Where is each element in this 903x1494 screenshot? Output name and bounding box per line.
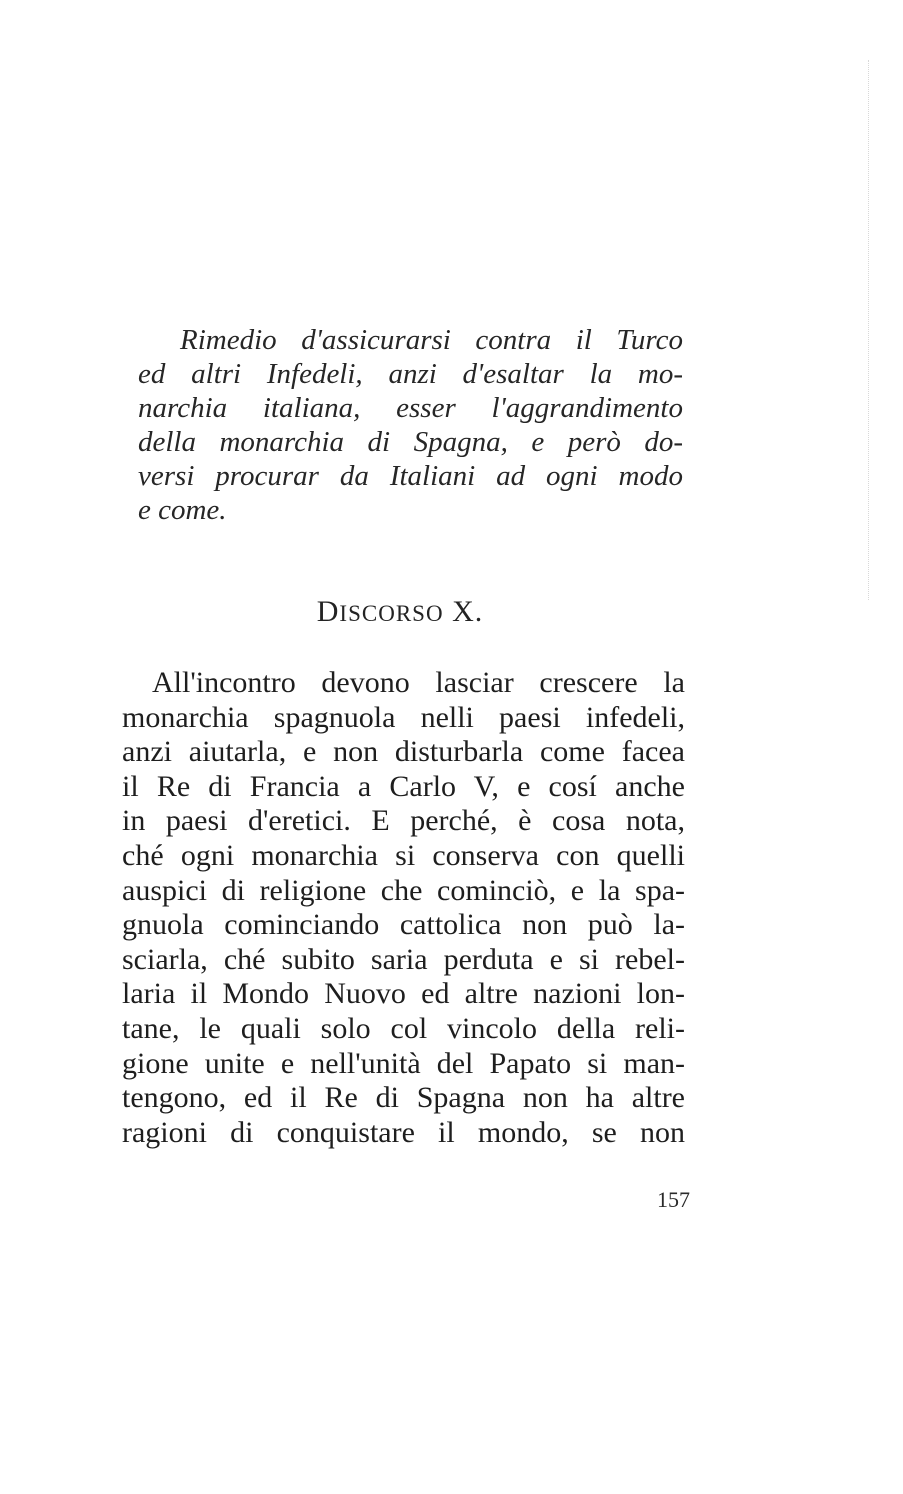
argument-line: versi procurar da Italiani ad ogni modo bbox=[138, 460, 683, 492]
argument-line: narchia italiana, esser l'aggrandimento bbox=[138, 392, 683, 424]
argument-line: Rimedio d'assicurarsi contra il Turco bbox=[180, 324, 683, 356]
body-line: anzi aiutarla, e non disturbarla come facea bbox=[122, 735, 685, 769]
chapter-argument bbox=[138, 323, 683, 527]
body-line: monarchia spagnuola nelli paesi infedeli, bbox=[122, 700, 685, 734]
body-line: gnuola cominciando cattolica non può la- bbox=[122, 908, 685, 942]
body-line: in paesi d'eretici. E perché, è cosa nota, bbox=[122, 804, 685, 838]
page-edge-shadow bbox=[868, 60, 881, 600]
body-line: All'incontro devono lasciar crescere la bbox=[152, 666, 685, 699]
body-line: auspici di religione che cominciò, e la spa- bbox=[122, 873, 685, 907]
body-line: laria il Mondo Nuovo ed altre nazioni lon- bbox=[122, 977, 685, 1011]
argument-line: e come. bbox=[138, 494, 227, 526]
body-paragraph bbox=[122, 666, 685, 1150]
heading-initial: D bbox=[316, 595, 340, 628]
body-line: gione unite e nell'unità del Papato si man- bbox=[122, 1046, 685, 1080]
body-line: ché ogni monarchia si conserva con quelli bbox=[122, 838, 685, 872]
argument-line: della monarchia di Spagna, e però do- bbox=[138, 426, 683, 458]
body-line: tengono, ed il Re di Spagna non ha altre bbox=[122, 1081, 685, 1115]
body-line: sciarla, ché subito saria perduta e si rebel- bbox=[122, 942, 685, 976]
body-line: il Re di Francia a Carlo V, e cosí anche bbox=[122, 769, 685, 803]
body-line: tane, le quali solo col vincolo della reli- bbox=[122, 1011, 685, 1045]
heading-word: ISCORSO bbox=[339, 601, 444, 626]
chapter-heading bbox=[0, 594, 800, 632]
argument-line: ed altri Infedeli, anzi d'esaltar la mo- bbox=[138, 358, 683, 390]
page-number: 157 bbox=[657, 1187, 690, 1212]
body-line: ragioni di conquistare il mondo, se non bbox=[122, 1115, 685, 1149]
heading-numeral: X. bbox=[452, 595, 484, 628]
